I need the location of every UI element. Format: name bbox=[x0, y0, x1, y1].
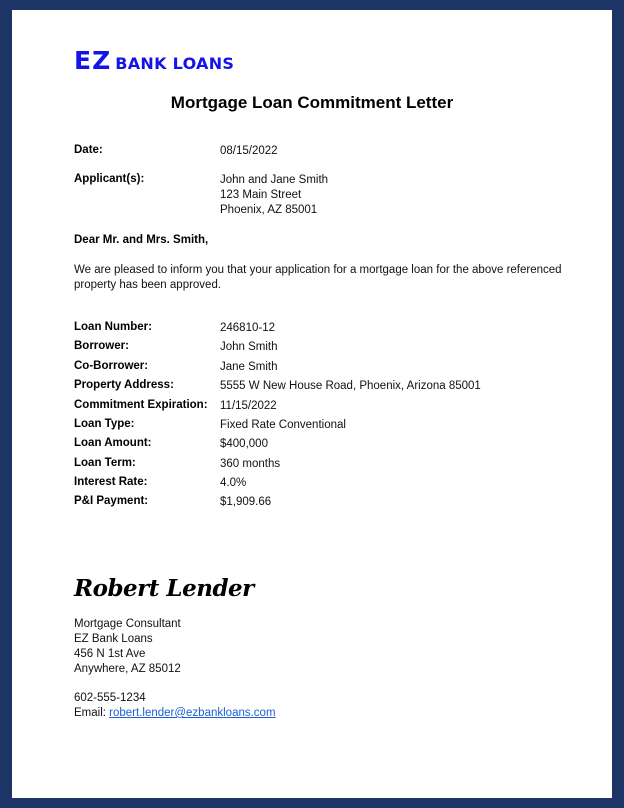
logo-ez: EZ bbox=[74, 46, 112, 75]
applicant-names: John and Jane Smith bbox=[220, 174, 329, 186]
loan-amount-label: Loan Amount: bbox=[74, 437, 152, 449]
signer-title: Mortgage Consultant bbox=[74, 618, 181, 630]
date-value: 08/15/2022 bbox=[220, 145, 278, 157]
approval-paragraph: We are pleased to inform you that your application for a mortgage loan for the above referenced property has been approved. bbox=[74, 264, 562, 291]
loan-term-value: 360 months bbox=[220, 458, 281, 470]
commitment-expiration-value: 11/15/2022 bbox=[220, 400, 277, 412]
pi-payment-label: P&I Payment: bbox=[74, 495, 149, 507]
loan-amount-value: $400,000 bbox=[220, 438, 268, 450]
property-address-value: 5555 W New House Road, Phoenix, Arizona 85001 bbox=[220, 380, 481, 392]
loan-number-label: Loan Number: bbox=[74, 321, 152, 333]
borrower-value: John Smith bbox=[220, 341, 278, 353]
co-borrower-label: Co-Borrower: bbox=[74, 360, 149, 372]
email-link[interactable]: robert.lender@ezbankloans.com bbox=[109, 707, 276, 719]
co-borrower-value: Jane Smith bbox=[220, 361, 278, 373]
signer-phone: 602-555-1234 bbox=[74, 692, 146, 704]
signer-street: 456 N 1st Ave bbox=[74, 648, 146, 660]
signer-block bbox=[74, 617, 181, 677]
contact-block bbox=[74, 691, 276, 721]
property-address-label: Property Address: bbox=[74, 379, 174, 391]
signer-company: EZ Bank Loans bbox=[74, 633, 153, 645]
date-label: Date: bbox=[74, 144, 103, 156]
applicants-value bbox=[220, 173, 328, 218]
commitment-expiration-label: Commitment Expiration: bbox=[74, 399, 208, 411]
applicant-city: Phoenix, AZ 85001 bbox=[220, 204, 318, 216]
pi-payment-value: $1,909.66 bbox=[220, 496, 272, 508]
applicants-label: Applicant(s): bbox=[74, 173, 145, 185]
signer-city: Anywhere, AZ 85012 bbox=[74, 663, 181, 675]
letter-page bbox=[12, 10, 612, 798]
email-label: Email: bbox=[74, 707, 110, 719]
loan-term-label: Loan Term: bbox=[74, 457, 136, 469]
interest-rate-value: 4.0% bbox=[220, 477, 247, 489]
logo-bank-loans: BANK LOANS bbox=[115, 54, 235, 73]
interest-rate-label: Interest Rate: bbox=[74, 476, 148, 488]
loan-type-label: Loan Type: bbox=[74, 418, 135, 430]
ez-bank-loans-logo bbox=[74, 46, 234, 75]
applicant-street: 123 Main Street bbox=[220, 189, 302, 201]
loan-number-value: 246810-12 bbox=[220, 322, 275, 334]
letter-title: Mortgage Loan Commitment Letter bbox=[170, 93, 454, 112]
email-line bbox=[74, 706, 276, 721]
handwritten-signature: Robert Lender bbox=[74, 575, 254, 602]
loan-type-value: Fixed Rate Conventional bbox=[220, 419, 346, 431]
borrower-label: Borrower: bbox=[74, 340, 129, 352]
salutation: Dear Mr. and Mrs. Smith, bbox=[74, 234, 209, 246]
